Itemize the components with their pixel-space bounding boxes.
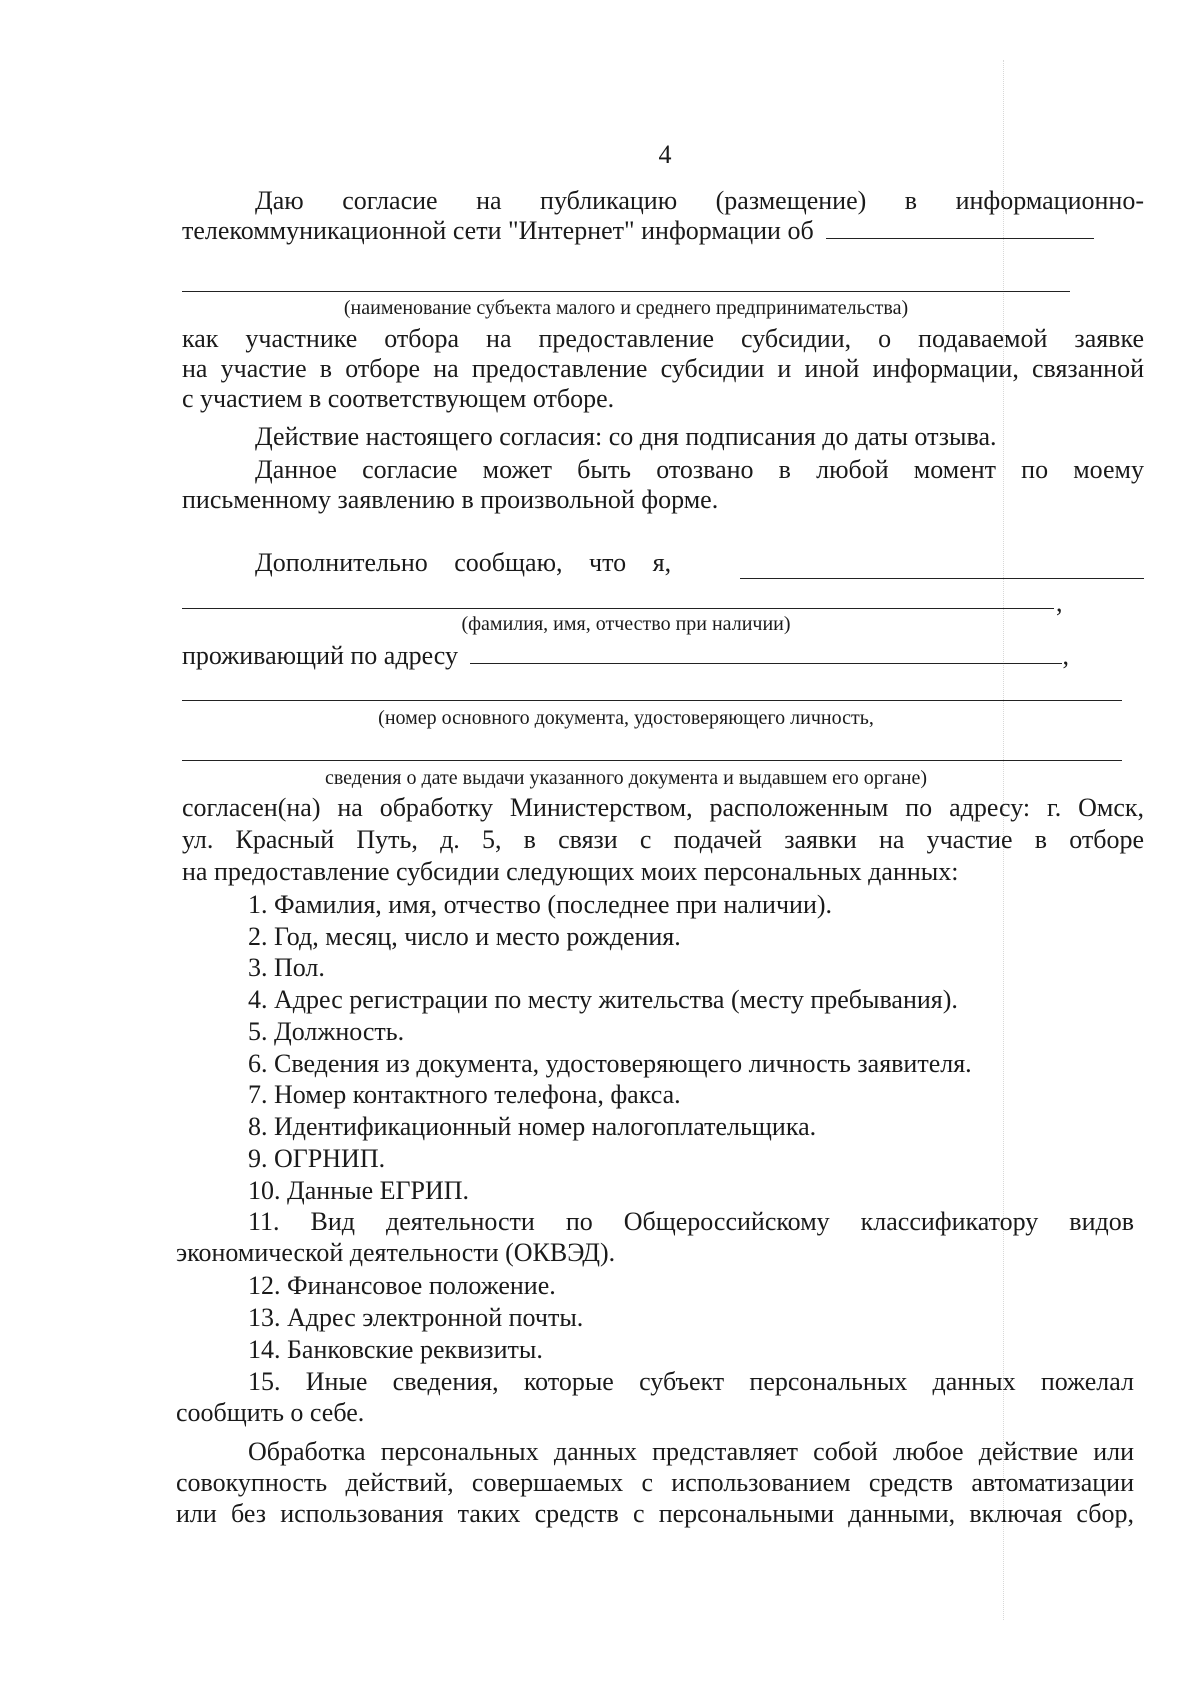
list-item: 13. Адрес электронной почты. [248,1303,584,1332]
list-item: 1. Фамилия, имя, отчество (последнее при наличии). [248,890,833,919]
address-line: проживающий по адресу , [182,641,1069,670]
consent-line-2 [182,216,1094,246]
list-item: 15. Иные сведения, которые субъект персональных данных пожелал [248,1367,1134,1396]
list-item: 8. Идентификационный номер налогоплательщика. [248,1112,817,1141]
consent-line-5: с участием в соответствующем отборе. [182,384,615,413]
list-item: 7. Номер контактного телефона, факса. [248,1080,681,1109]
list-item: 5. Должность. [248,1017,405,1046]
list-item: 3. Пол. [248,953,325,982]
caption-name: (фамилия, имя, отчество при наличии) [461,613,791,635]
name-blank-1 [740,578,1144,579]
address-blank [470,641,1062,664]
list-item: 14. Банковские реквизиты. [248,1335,543,1364]
consent-line-3: как участнике отбора на предоставление субсидии, о подаваемой заявке [182,324,1144,353]
caption-doc-2: сведения о дате выдачи указанного документа и выдавшем его органе) [324,767,928,789]
list-item: 6. Сведения из документа, удостоверяющего личность заявителя. [248,1049,972,1078]
list-item: 12. Финансовое положение. [248,1271,556,1300]
entity-underline [182,291,1070,292]
name-comma: , [1056,588,1063,617]
additional-line-1 [255,548,671,578]
consent-line-2-text: телекоммуникационной сети "Интернет" информации об [182,216,814,245]
consent-line-4: на участие в отборе на предоставление субсидии и иной информации, связанной [182,354,1144,383]
list-item: 2. Год, месяц, число и место рождения. [248,922,681,951]
list-item: 11. Вид деятельности по Общероссийскому классификатору видов [248,1207,1134,1236]
list-item: 9. ОГРНИП. [248,1144,386,1173]
validity-text: Действие настоящего согласия: со дня подписания до даты отзыва. [255,422,997,451]
name-blank-2 [182,608,1054,609]
caption-doc-1: (номер основного документа, удостоверяющего личность, [378,707,874,729]
list-item-continuation: экономической деятельности (ОКВЭД). [176,1238,616,1267]
revocation-line-1: Данное согласие может быть отозвано в любой момент по моему [255,455,1144,484]
document-blank-1 [182,700,1122,701]
processing-line-2: совокупность действий, совершаемых с использованием средств автоматизации [176,1468,1134,1497]
consent-line-1: Даю согласие на публикацию (размещение) в информационно- [255,186,1144,215]
processing-line-1: Обработка персональных данных представляет собой любое действие или [248,1437,1134,1466]
caption-entity: (наименование субъекта малого и среднего предпринимательства) [343,297,909,319]
list-item-continuation: сообщить о себе. [176,1398,365,1427]
revocation-line-2: письменному заявлению в произвольной форме. [182,485,719,514]
additional-line-2: согласен(на) на обработку Министерством, расположенным по адресу: г. Омск, [182,793,1144,822]
address-label: проживающий по адресу [182,641,458,670]
additional-line-3: ул. Красный Путь, д. 5, в связи с подачей заявки на участие в отборе [182,825,1144,854]
page-number: 4 [658,140,672,169]
entity-blank [826,216,1094,239]
additional-line-1-text: Дополнительно сообщаю, что я, [255,548,672,577]
list-item: 4. Адрес регистрации по месту жительства (месту пребывания). [248,985,958,1014]
processing-line-3: или без использования таких средств с персональными данными, включая сбор, [176,1499,1134,1528]
document-blank-2 [182,760,1122,761]
list-item: 10. Данные ЕГРИП. [248,1176,470,1205]
additional-line-4: на предоставление субсидии следующих моих персональных данных: [182,857,959,886]
